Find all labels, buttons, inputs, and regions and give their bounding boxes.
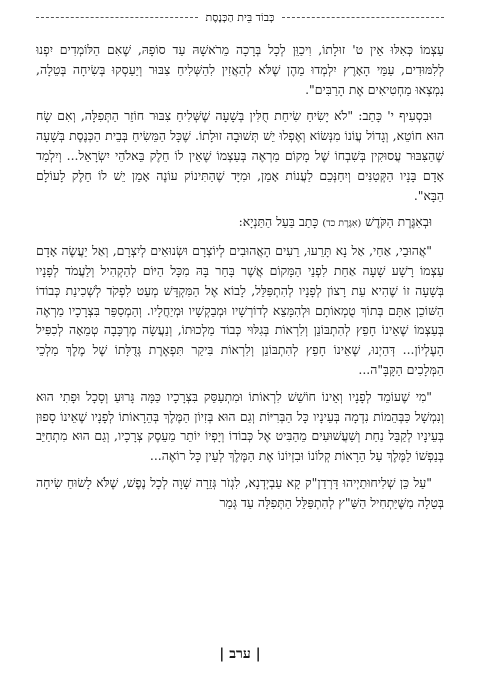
intro-source-ref: (אִגֶּרֶת כד) xyxy=(322,218,362,230)
header-rule-right xyxy=(282,17,444,18)
paragraph-1: עַצְמוֹ כְּאִלּוּ אֵין ט' זוּלָתוֹ, וִיכַוֵּן לְכָל בְּרָכָה מֵרֹאשָׁהּ עַד סוֹפָהּ, שֶׁאִם הַלּוֹמְדִים יִפְנוּ לְלִמּוּדִים, עַמֵּי הָאָרֶץ יִלְמְדוּ מֵהֶן שֶׁלֹּא לְהַאֲזִין לִהַשְּׁלִיחַ צִבּוּר וְיַעַסְקוּ בְּשִׂיחָה בְּטֵלָה, נִמְצְאוּ מַחְטִיאִים אֶת הָרַבִּים". xyxy=(36,42,444,97)
quote-paragraph-1: "אֲהוּבַי, אַחַי, אַל נָא תָּרֵעוּ, רֵעִים הָאֲהוּבִים לְיוֹצְרָם וּשְׂנוּאִים לְיִצְרָם, וְאַל יַעֲשֶׂה אָדָם עַצְמוֹ רָשָׁע שָׁעָה אַחַת לִפְנֵי הַמָּקוֹם אֲשֶׁר בָּחַר בָּהּ מִכָּל הַיּוֹם לְהַקְהִיל וְלַעֲמֹד לְפָנָיו בְּשָׁעָה זוֹ שֶׁהִיא עֵת רָצוֹן לְפָנָיו לְהִתְפַּלֵּל, לָבוֹא אֶל הַמִּקְדָּשׁ מְעַט לִפְקֹד לְשְׁכִינַת כְּבוֹדוֹ הַשּׁוֹכֵן אִתָּם בְּתוֹךְ טֻמְאוֹתָם וּלְהִמָּצֵא לְדוֹרְשָׁיו וּמְבַקְשָׁיו וּמְיַחֲלָיו. וְהַמְסַפֵּר בִּצְרָכָיו מַרְאֶה בְּעַצְמוֹ שֶׁאֵינוֹ חָפֵץ לְהִתְבּוֹנֵן וְלִרְאוֹת בְּגִלּוּי כְּבוֹד מַלְכוּתוֹ, וְנַעֲשָׂה מֶרְכָּבָה טְמֵאָה לְכִפִּיל הָעֶלְיוֹן... דְּהַיְנוּ, שֶׁאֵינוֹ חָפֵץ לְהִתְבּוֹנֵן וְלִרְאוֹת בִּיקַר תִּפְאֶרֶת גְּדֻלָּתוֹ שֶׁל מֶלֶךְ מַלְכֵי הַמְּלָכִים הַקָּבָּ"ה... xyxy=(36,243,444,377)
intro-after: כָּתַב בַּעַל הַתַּנְיָא: xyxy=(238,214,323,230)
paragraph-2: וּבִסְעִיף י' כָּתַב: "לֹא יָשִׂיחַ שִׂיחַת חֻלִּין בְּשָׁעָה שֶׁשְּׁלִיחַ צִבּוּר חוֹזֵר הַתְּפִלָּה, וְאִם שָׂח הוּא חוֹטֵא, וְגָדוֹל עֲוֹנוֹ מִנְּשׂוֹא וְאֶפְלוּ יֵשׁ תְּשׁוּבָה זוּלָתוֹ. שֶׁכָּל הַמֵּשִׂיחַ בְּבֵית הַכְּנֶסֶת בְּשָׁעָה שֶׁהַצִּבּוּר עֲסוּקִין בְּשִׁבְחוֹ שֶׁל מָקוֹם מַרְאֶה בְּעַצְמוֹ שֶׁאֵין לוֹ חֵלֶק בֵּאלֹהֵי יִשְׂרָאֵל... וְיִלְמַד אָדָם בָּנָיו הַקְּטַנִּים וְיִחַנְּכֵם לַעֲנוֹת אָמֵן, וּמִיָּד שֶׁהַתִּינוֹק עוֹנֶה אָמֵן יֵשׁ לוֹ חֵלֶק לָעוֹלָם הַבָּא". xyxy=(36,108,444,203)
quote-paragraph-2: "מִי שֶׁעוֹמֵד לְפָנָיו וְאֵינוֹ חוֹשֵׁשׁ לִרְאוֹתוֹ וּמִתְעַסֵּק בִּצְרָכָיו כַּמָּה גָּרוּעַ וְסָכָל וּפָתִי הוּא וְנִמְשָׁל כַּבְּהֵמוֹת נִדְמָה בְּעֵינָיו כָּל הַבְּרִיּוֹת וְגַם הוּא בְּזִיוֹן הַמֶּלֶךְ בְּהֵרָאוֹתוֹ לְפָנָיו שֶׁאֵינוֹ סָפוּן בְּעֵינָיו לְקַבֵּל נַחַת וְשַׁעֲשׁוּעִים מֵהַבִּיט אֶל כְּבוֹדוֹ וְיָפְיוֹ יוֹתֵר מֵעֵסֶק צְרָכָיו, וְגַם הוּא מִתְחַיֵּב בְּנַפְשׁוֹ לַמֶּלֶךְ עַל הֵרָאוֹת קְלוֹנוֹ וּבִזְיוֹנוֹ אֶת הַמֶּלֶךְ לְעֵין כָּל רוֹאֶה... xyxy=(36,388,444,464)
intro-before: וּבְאִגֶּרֶת הַקֹּדֶשׁ xyxy=(361,214,432,230)
header-rule-left xyxy=(36,17,198,18)
page-body xyxy=(36,40,444,636)
running-header xyxy=(36,6,444,28)
page-number: | ערב | xyxy=(219,646,261,662)
tanya-intro-line xyxy=(36,212,444,234)
running-header-title: כְּבוֹד בֵּית הַכְּנֶסֶת xyxy=(205,10,275,24)
quote-paragraph-3: "עַל כֵּן שְׁלִיחוּתַיְיהוּ דָּרְדֵן"ק קָא עַבְיְדְנָא, לִגְזֹר גְּזֵרָה שָׁוָה לְכָל נֶפֶשׁ, שֶׁלֹּא לָשׂוּחַ שִׂיחָה בְּטֵלָה מִשֶּׁיַּתְחִיל הַשַּׁ"ץ לְהִתְפַּלֵּל הַתְּפִלָּה עַד גְּמַר xyxy=(36,474,444,510)
